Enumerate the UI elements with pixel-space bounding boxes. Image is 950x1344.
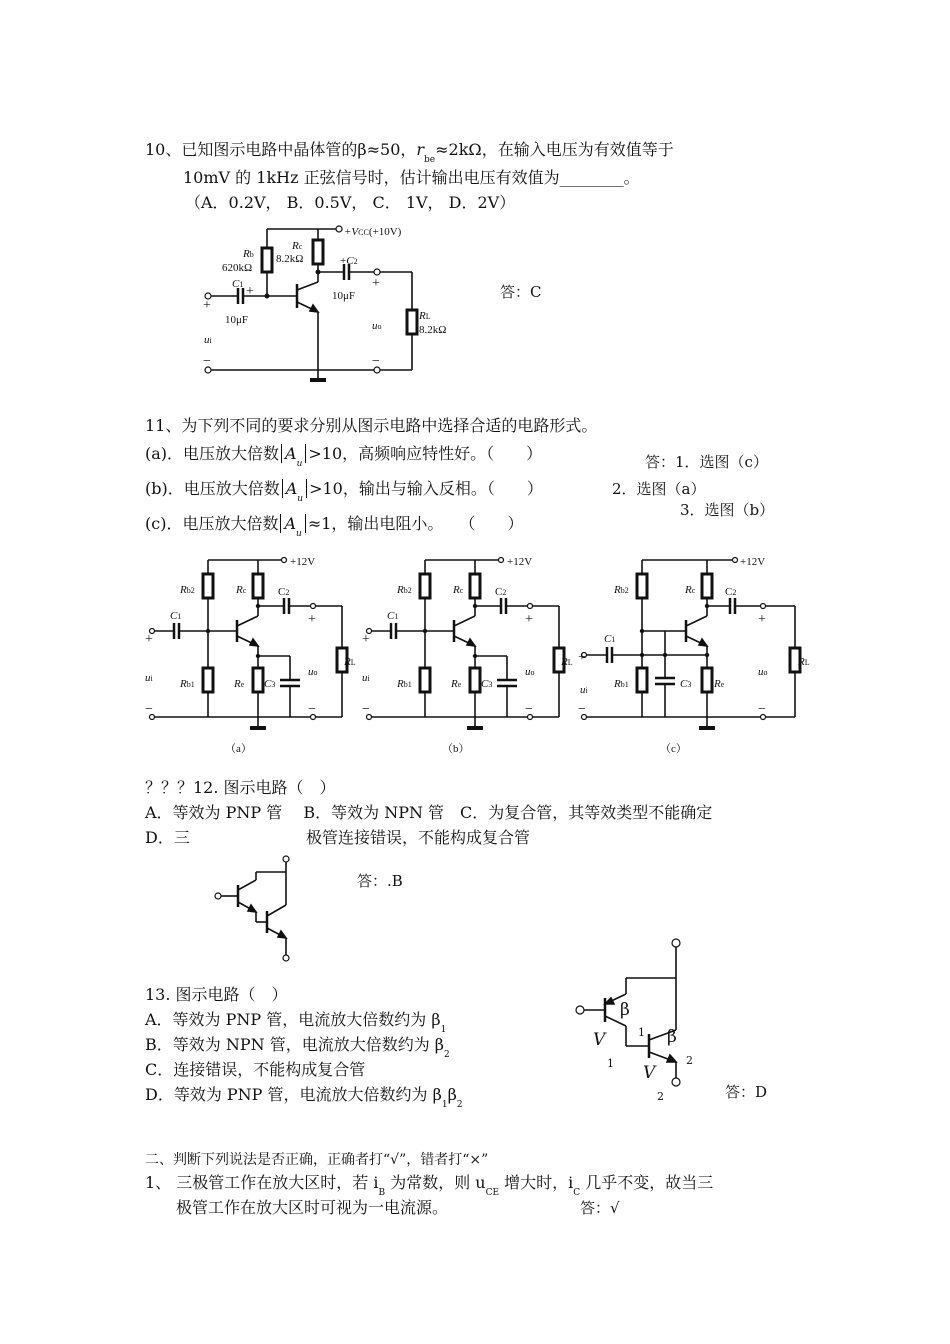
q11-c-ui: ui [580, 684, 588, 696]
q11-a-rb2: Rb2 [180, 584, 195, 596]
q11-b-rb2: Rb2 [397, 584, 412, 596]
q10-vcc-label: +VCC(+10V) [344, 226, 402, 238]
q11-title: 11、为下列不同的要求分别从图示电路中选择合适的电路形式。 [145, 416, 598, 435]
q10-rb-value: 620kΩ [222, 262, 253, 274]
q11-b-out-minus: − [525, 702, 533, 717]
q10-line1: 10、已知图示电路中晶体管的β≈50，$r_{be}\approx 2k\Omega$，在输入电压为有效值等于 [145, 140, 674, 165]
q11-c-rb2: Rb2 [614, 584, 629, 596]
q11-item-a: (a)．电压放大倍数 $A_u>10$，高频响应特性好。（ ） [145, 444, 543, 469]
q11-b-ui: ui [362, 672, 370, 684]
q12-answer: 答：.B [357, 872, 403, 890]
q11-a-re: Re [234, 678, 245, 690]
q13-v1-sub: 1 [607, 1057, 614, 1070]
q13-beta2-label: β [667, 1027, 677, 1047]
q11-c-uo: uo [758, 666, 768, 678]
q11-c-rl: RL [798, 656, 810, 668]
q13-option-b: B．等效为 NPN 管，电流放大倍数约为 $\beta_2$ [145, 1035, 450, 1060]
q11-a-c1: C1 [170, 610, 182, 622]
q10-rc-label: Rc [292, 240, 303, 252]
q10-c1-value: 10μF [225, 314, 249, 326]
q13-v2-mark: 2 [686, 1054, 693, 1067]
q11-b-rc: Rc [453, 584, 464, 596]
q11-c-out-plus: + [758, 612, 766, 627]
q13-answer: 答：D [725, 1083, 768, 1101]
q12-options-line2b: 极管连接错误，不能构成复合管 [306, 828, 531, 847]
q11-b-rb1: Rb1 [397, 678, 412, 690]
q11-c-re: Re [714, 678, 725, 690]
q11-c-rc: Rc [685, 584, 696, 596]
q11-a-uo: uo [308, 666, 318, 678]
q10-c1-label: C1 [232, 278, 244, 290]
q11-b-in-minus: − [362, 702, 370, 717]
part2-q1-answer: 答：√ [580, 1199, 620, 1217]
q10-answer: 答：C [500, 283, 542, 301]
q10-out-minus: − [372, 354, 380, 369]
q11-a-c2: C2 [278, 586, 290, 598]
q13-option-c: C．连接错误，不能构成复合管 [145, 1060, 366, 1079]
q11-c-c3: C3 [680, 678, 692, 690]
q11-c-in-plus: + [578, 650, 586, 665]
q11-c-out-minus: − [758, 702, 766, 717]
q10-line2: 10mV 的 1kHz 正弦信号时，估计输出电压有效值为________。 [183, 168, 640, 187]
q11-c-rb1: Rb1 [614, 678, 629, 690]
q11-a-c3: C3 [264, 678, 276, 690]
q13-option-d: D．等效为 PNP 管，电流放大倍数约为 $\beta_1\beta_2$ [145, 1085, 463, 1110]
q10-c1-plus: + [246, 284, 254, 299]
q11-a-rl: RL [344, 656, 356, 668]
q11-vcc-b: +12V [507, 556, 533, 568]
q10-rc-value: 8.2kΩ [276, 253, 304, 265]
q13-title: 13. 图示电路（ ） [145, 985, 288, 1004]
q10-c2-label: +C2 [340, 255, 358, 267]
q12-options-line1: A．等效为 PNP 管 B．等效为 NPN 管 C．为复合管，其等效类型不能确定 [145, 803, 713, 822]
q10-rl-value: 8.2kΩ [419, 324, 447, 336]
q11-vcc-a: +12V [290, 556, 316, 568]
q12-options-line2a: D．三 [145, 828, 190, 847]
q10-in-plus: + [203, 298, 211, 313]
q10-uo-label: uo [372, 320, 382, 332]
q11-c-c1: C1 [604, 633, 616, 645]
q11-caption-a: （a） [225, 743, 252, 755]
q12-title: ？？？12. 图示电路（ ） [145, 778, 336, 797]
q11-item-b: (b)．电压放大倍数 $A_u>10$，输出与输入反相。（ ） [145, 479, 543, 504]
q13-option-a: A．等效为 PNP 管，电流放大倍数约为 $\beta_1$ [145, 1010, 447, 1035]
q11-b-c3: C3 [481, 678, 493, 690]
q11-caption-c: （c） [660, 743, 687, 755]
q13-v1-label: V [593, 1030, 606, 1050]
q11-b-out-plus: + [525, 612, 533, 627]
part2-q1-line1: 1、 三极管工作在放大区时，若 $i_B$ 为常数，则 $u_{CE}$ 增大时，$i_C$ 几乎不变，故当三 [145, 1173, 714, 1198]
q10-options: （A．0.2V， B．0.5V， C． 1V， D．2V） [185, 193, 516, 212]
q10-rl-label: RL [419, 310, 431, 322]
q11-b-rl: RL [561, 656, 573, 668]
part2-title: 二、判断下列说法是否正确，正确者打“√”，错者打“×” [145, 1152, 489, 1168]
q11-c-in-minus: − [578, 702, 586, 717]
q11-b-uo: uo [525, 666, 535, 678]
q11-caption-b: （b） [442, 743, 470, 755]
q10-in-minus: − [203, 354, 211, 369]
q11-c-c2: C2 [725, 586, 737, 598]
q11-b-c2: C2 [495, 586, 507, 598]
q11-b-in-plus: + [362, 632, 370, 647]
q11-answer-2: 2．选图（a） [612, 480, 706, 498]
q11-a-in-minus: − [145, 702, 153, 717]
q10-out-plus: + [372, 276, 380, 291]
q11-a-out-minus: − [308, 702, 316, 717]
q13-v2-sub: 2 [657, 1090, 664, 1103]
q11-a-in-plus: + [145, 632, 153, 647]
part2-q1-line2: 极管工作在放大区时可视为一电流源。 [176, 1198, 449, 1217]
q11-item-c: (c)．电压放大倍数 $A_u\approx 1$，输出电阻小。 （ ） [145, 514, 524, 539]
q10-rb-label: Rb [243, 248, 254, 260]
q11-a-ui: ui [145, 672, 153, 684]
q11-vcc-c: +12V [740, 556, 766, 568]
q11-b-re: Re [451, 678, 462, 690]
q10-ui-label: ui [204, 334, 212, 346]
q13-v1-mark: 1 [638, 1026, 645, 1039]
q11-a-out-plus: + [308, 612, 316, 627]
q11-answer-3: 3．选图（b） [680, 501, 775, 519]
q13-v2-label: V [643, 1063, 656, 1083]
q13-beta1-label: β [620, 1000, 630, 1020]
q10-c2-value: 10μF [332, 290, 356, 302]
q11-answer-1: 答：1．选图（c） [645, 453, 768, 471]
q11-a-rc: Rc [236, 584, 247, 596]
q11-b-c1: C1 [387, 610, 399, 622]
q11-a-rb1: Rb1 [180, 678, 195, 690]
